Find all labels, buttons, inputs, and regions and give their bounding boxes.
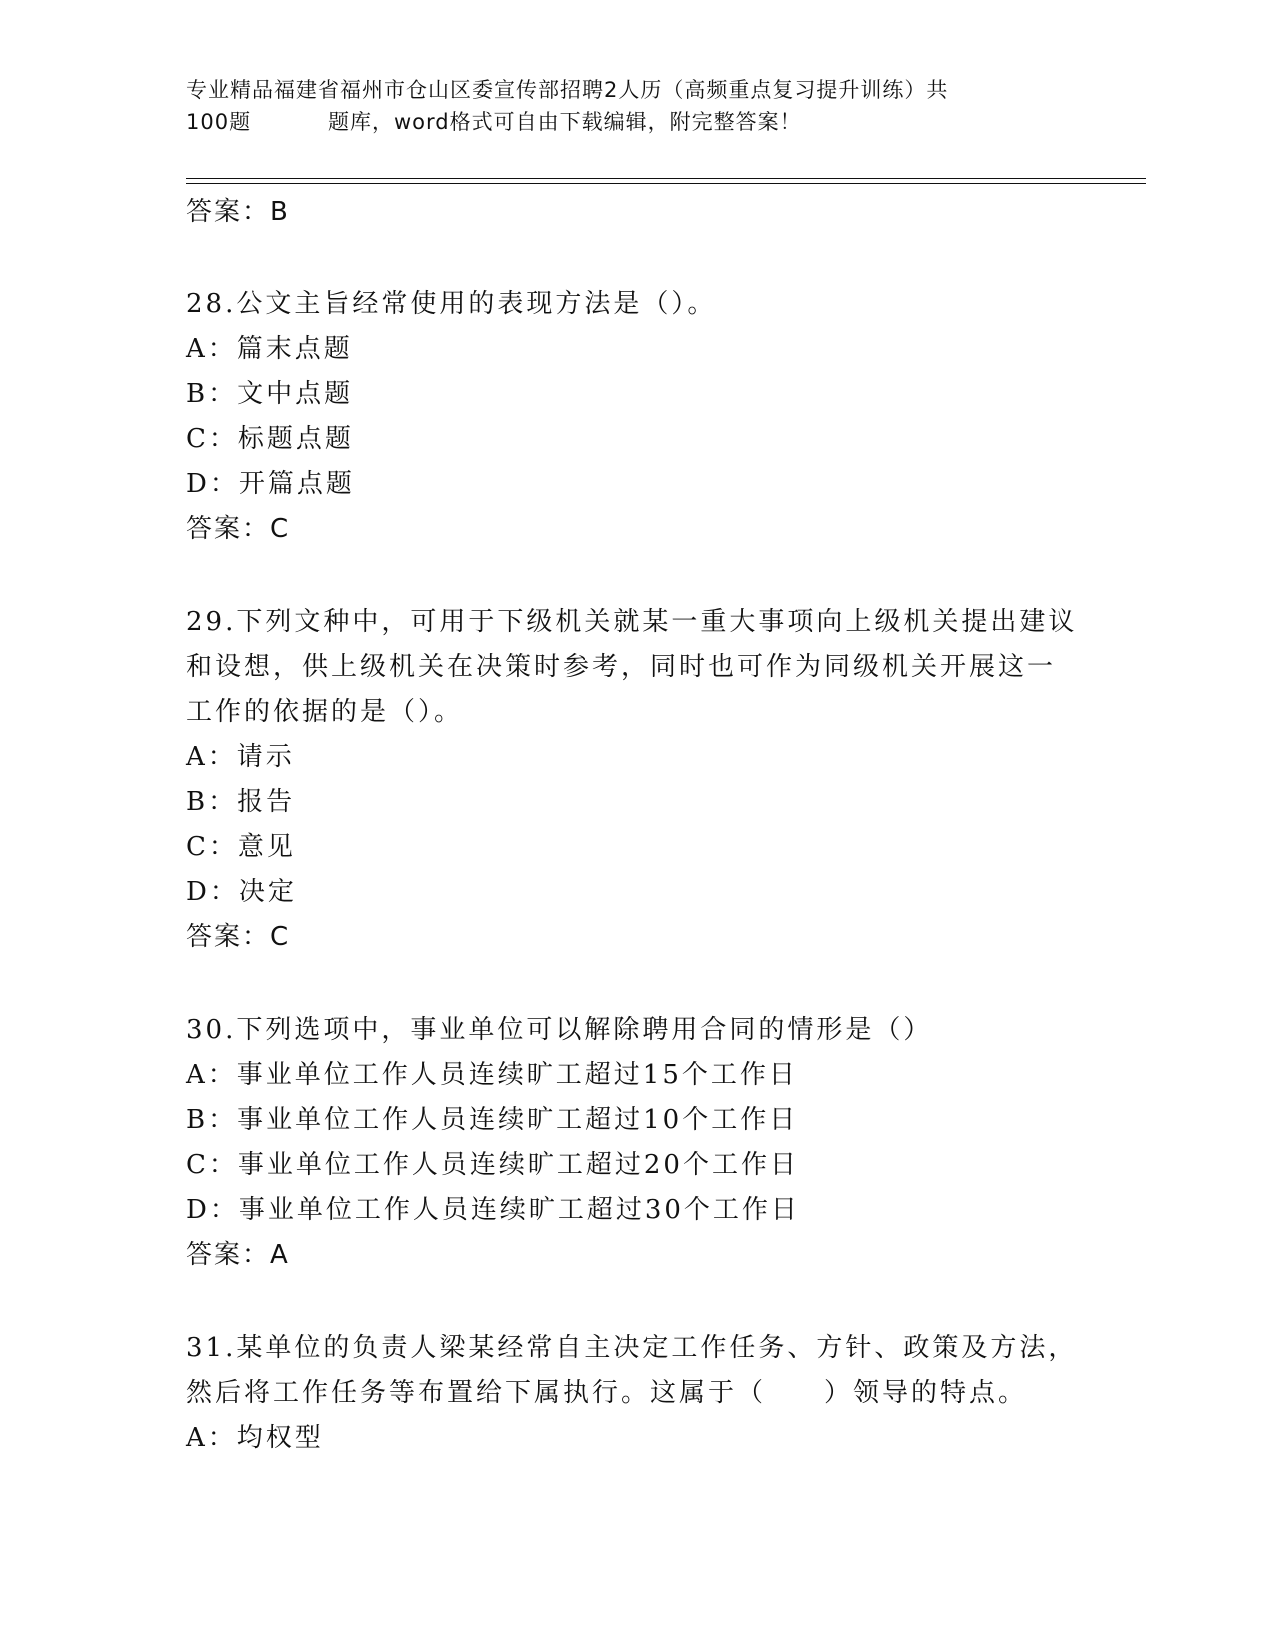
answer-label: 答案：C xyxy=(186,922,291,952)
question-block xyxy=(186,600,1186,960)
question-text: 工作的依据的是（）。 xyxy=(186,697,464,727)
header-divider-top xyxy=(186,178,1146,179)
option-c: C：意见 xyxy=(186,832,296,862)
option-c: C：事业单位工作人员连续旷工超过20个工作日 xyxy=(186,1150,799,1180)
header-question-count: 100题 xyxy=(186,110,252,134)
question-block xyxy=(186,282,1186,552)
question-text: 31.某单位的负责人梁某经常自主决定工作任务、方针、政策及方法， xyxy=(186,1333,1078,1363)
option-d: D：开篇点题 xyxy=(186,469,355,499)
header-title-line-2 xyxy=(186,106,1086,138)
question-block xyxy=(186,1326,1186,1461)
header-subtitle: 题库，word格式可自由下载编辑，附完整答案！ xyxy=(328,110,802,134)
answer-label: 答案：A xyxy=(186,1240,290,1270)
option-d: D：事业单位工作人员连续旷工超过30个工作日 xyxy=(186,1195,800,1225)
header-title-line-1: 专业精品福建省福州市仓山区委宣传部招聘2人历（高频重点复习提升训练）共 xyxy=(186,78,949,102)
option-b: B：报告 xyxy=(186,787,296,817)
option-c: C：标题点题 xyxy=(186,424,354,454)
option-b: B：事业单位工作人员连续旷工超过10个工作日 xyxy=(186,1105,799,1135)
question-text: 和设想，供上级机关在决策时参考，同时也可作为同级机关开展这一 xyxy=(186,652,1057,682)
option-a: A：事业单位工作人员连续旷工超过15个工作日 xyxy=(186,1060,798,1090)
question-block xyxy=(186,1008,1186,1278)
question-text: 28.公文主旨经常使用的表现方法是（）。 xyxy=(186,289,717,319)
spacer xyxy=(186,552,1186,600)
question-text: 然后将工作任务等布置给下属执行。这属于（ ）领导的特点。 xyxy=(186,1378,1028,1408)
option-d: D：决定 xyxy=(186,877,297,907)
question-text: 29.下列文种中，可用于下级机关就某一重大事项向上级机关提出建议 xyxy=(186,607,1078,637)
option-a: A：请示 xyxy=(186,742,295,772)
previous-answer: 答案：B xyxy=(186,197,290,227)
spacer xyxy=(186,960,1186,1008)
answer-label: 答案：C xyxy=(186,514,291,544)
option-b: B：文中点题 xyxy=(186,379,354,409)
question-content xyxy=(186,190,1186,1461)
document-header xyxy=(186,74,1086,138)
question-text: 30.下列选项中，事业单位可以解除聘用合同的情形是（） xyxy=(186,1015,933,1045)
spacer xyxy=(186,1278,1186,1326)
spacer xyxy=(186,235,1186,282)
header-divider-bottom xyxy=(186,183,1146,184)
option-a: A：篇末点题 xyxy=(186,334,353,364)
option-a: A：均权型 xyxy=(186,1423,324,1453)
